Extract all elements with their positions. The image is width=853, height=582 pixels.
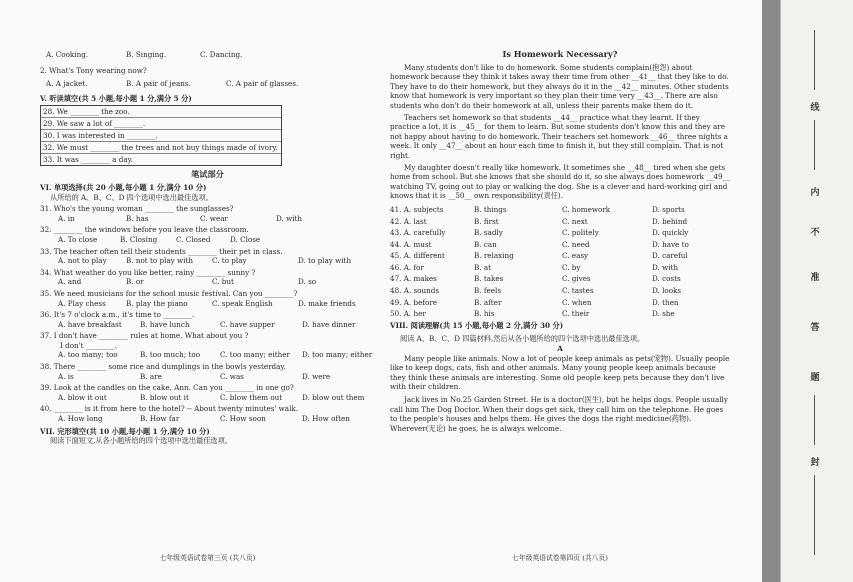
question-stem: 35. We need musicians for the school music festival. Can you ________?: [40, 288, 298, 298]
option-d: D. have dinner: [302, 319, 356, 329]
option-c: C. A pair of glasses.: [226, 79, 299, 89]
choice-option-b: B. relaxing: [474, 251, 514, 261]
choice-option-d: D. quickly: [652, 228, 689, 238]
page-footer: 七年级英语试卷第四页 (共八页): [512, 554, 608, 563]
section-title: VI. 单项选择(共 20 小题,每小题 1 分,满分 10 分): [40, 182, 207, 192]
choice-option-d: D. have to: [652, 239, 689, 249]
option-d: D. with: [276, 213, 303, 223]
option-c: C. to play: [212, 256, 247, 266]
passage-title: Is Homework Necessary?: [502, 49, 618, 59]
choice-option-a: 46. A. for: [390, 262, 424, 272]
passage-paragraph: Jack lives in No.25 Garden Street. He is a doctor(医生), but he helps dogs. People usually call him The Dog Doctor. When their dogs get sick, they call him on the telephone. He goes to the people's houses and helps them. He gives the dogs the right medicine(药物). Wherever(无论) he goes, he is always welcome.: [390, 395, 728, 433]
section-title: VII. 完形填空(共 10 小题,每小题 1 分,满分 10 分): [40, 426, 210, 436]
option-b: B. or: [126, 277, 144, 287]
passage-paragraph: Many people like animals. Now a lot of people keep animals as pets(宠物). Usually people like to keep dogs, cats, fish and other animals. Many young people keep animals because they think these animals are interesting. Some old people keep pets because they don't live with their children.: [390, 353, 730, 392]
choice-option-a: 44. A. must: [390, 239, 432, 249]
section-note: 从所给的 A、B、C、D 四个选项中选出最佳选项。: [50, 192, 213, 202]
question-stem: 32. ________ the windows before you leave the classroom.: [40, 225, 249, 235]
cloze-choices: [390, 205, 730, 319]
option-row: [40, 350, 375, 360]
option-a: A. A jacket.: [46, 79, 88, 89]
written-part-title: 笔试部分: [191, 169, 224, 180]
question-stem: 39. Look at the candles on the cake, Ann. Can you ________ in one go?: [40, 383, 294, 393]
passage-label: A: [557, 344, 563, 354]
question-stem: 38. There ________ some rice and dumplings in the bowls yesterday.: [40, 362, 286, 372]
choice-row: [390, 251, 730, 261]
section-title: VIII. 阅读理解(共 15 小题,每小题 2 分,满分 30 分): [390, 320, 564, 330]
choice-row: [390, 274, 730, 284]
choice-option-b: B. can: [474, 239, 497, 249]
choice-option-c: C. need: [562, 239, 590, 249]
seal-char: 内: [810, 188, 820, 198]
option-row: [40, 50, 375, 60]
choice-option-a: 43. A. carefully: [390, 228, 446, 238]
seal-line: [814, 30, 815, 90]
choice-option-d: D. sports: [652, 204, 685, 214]
option-a: A. is: [58, 371, 74, 381]
option-row: [40, 256, 375, 266]
choice-option-c: C. by: [562, 262, 581, 272]
choice-option-b: B. after: [474, 297, 502, 307]
choice-option-a: 42. A. last: [390, 216, 427, 226]
option-a: A. To close: [58, 234, 98, 244]
option-c: C. too many; either: [220, 350, 290, 360]
option-c: C. speak English: [212, 298, 273, 308]
option-b: B. too much; too: [140, 350, 201, 360]
option-b: B. A pair of jeans.: [126, 79, 191, 89]
page-footer: 七年级英语试卷第三页 (共八页): [159, 554, 256, 563]
option-row: [40, 393, 375, 403]
choice-option-b: B. at: [474, 262, 492, 272]
passage-paragraph: Many students don't like to do homework. Some students complain(抱怨) about homework because they think it takes away their time from other __41__ that they like to do. They have to do their homework, but they always do it in the __42__ minutes. Other students know that homework is very important so they plan their time very __43__. There are also students who don't do their homework at all, unless their parents make them do it.: [390, 62, 729, 110]
option-a: A. Cooking.: [46, 50, 89, 59]
choice-option-c: C. their: [562, 309, 590, 319]
choice-option-b: B. his: [474, 309, 495, 319]
option-d: D. were: [302, 371, 331, 381]
question-stem: 31. Who's the young woman ________ the sunglasses?: [40, 204, 234, 214]
question-stem: 34. What weather do you like better, rainy ________ sunny ?: [40, 267, 256, 277]
seal-char: 不: [810, 228, 820, 238]
choice-option-a: 50. A. her: [390, 309, 426, 319]
option-row: [40, 214, 375, 224]
choice-option-b: B. feels: [474, 286, 502, 296]
choice-row: [390, 205, 730, 215]
passage-paragraph: Teachers set homework so that students __44__ practice what they learnt. If they practice a lot, it is __45__ for them to learn. But some students don't know this and they are not happy about having to do homework. Their teachers set homework __46__ three nights a week. It only __47__ about an hour each time to finish it, but they still complain. That is not right.: [390, 112, 728, 160]
option-b: B. not to play with: [126, 256, 193, 266]
option-d: D. too many; either: [302, 350, 373, 360]
choice-option-a: 48. A. sounds: [390, 286, 440, 296]
option-b: B. have lunch: [140, 319, 190, 329]
question-stem: 37. I don't have ________ rules at home. What about you ?: [40, 331, 249, 341]
seal-char: 题: [810, 373, 820, 383]
option-b: B. Closing: [120, 234, 158, 244]
option-c: C. Dancing.: [200, 50, 243, 59]
option-a: A. Play chess: [58, 298, 106, 308]
question-stem: 36. It's 7 o'clock a.m., it's time to ________.: [40, 310, 195, 320]
choice-option-d: D. then: [652, 297, 679, 307]
section-title: V. 听读填空(共 5 小题,每小题 1 分,满分 5 分): [40, 93, 192, 103]
choice-option-c: C. when: [562, 297, 592, 307]
choice-option-c: C. gives: [562, 274, 591, 284]
choice-option-d: D. careful: [652, 251, 688, 261]
choice-option-c: C. tastes: [562, 286, 594, 296]
choice-option-a: 47. A. makes: [390, 274, 437, 284]
choice-option-c: C. easy: [562, 251, 589, 261]
left-column: [40, 0, 375, 563]
question-stem: 2. What's Tony wearing now?: [40, 65, 147, 75]
option-a: A. have breakfast: [58, 319, 122, 329]
option-d: D. make friends: [298, 298, 356, 308]
choice-row: [390, 298, 730, 308]
option-row: [40, 320, 375, 330]
seal-line: [814, 120, 815, 170]
option-row: [40, 372, 375, 382]
option-d: D. so: [298, 277, 317, 287]
seal-line: [814, 475, 815, 555]
choice-option-d: D. costs: [652, 274, 681, 284]
choice-row: [390, 228, 730, 238]
option-b: B. play the piano: [126, 298, 188, 308]
choice-option-d: D. with: [652, 262, 679, 272]
box-line: 32. We must ________ the trees and not buy things made of ivory.: [41, 142, 281, 154]
option-row: [40, 79, 375, 89]
choice-option-a: 49. A. before: [390, 297, 438, 307]
choice-option-a: 45. A. different: [390, 251, 445, 261]
box-line: 33. It was ________ a day.: [43, 155, 134, 165]
choice-option-d: D. she: [652, 309, 675, 319]
option-c: C. but: [212, 277, 234, 287]
option-row: [40, 277, 375, 287]
choice-row: [390, 217, 730, 227]
option-d: D. How often: [302, 414, 350, 424]
box-line: 30. I was interested in ________.: [41, 130, 281, 142]
seal-line: [814, 395, 815, 445]
choice-option-b: B. things: [474, 204, 507, 214]
option-d: D. to play with: [298, 256, 352, 266]
option-c: C. How soon: [220, 414, 266, 424]
choice-option-b: B. first: [474, 216, 499, 226]
right-column: [390, 0, 730, 563]
box-line: 28. We ________ the zoo.: [41, 106, 281, 118]
option-a: A. and: [58, 277, 82, 287]
option-c: C. have supper: [220, 319, 275, 329]
option-c: C. Closed: [176, 234, 211, 244]
option-b: B. Singing.: [126, 50, 167, 59]
choice-row: [390, 309, 730, 319]
choice-option-c: C. homework: [562, 204, 611, 214]
binding-margin: [780, 0, 853, 582]
choice-option-b: B. takes: [474, 274, 504, 284]
option-a: A. too many; too: [58, 350, 118, 360]
option-c: C. blow them out: [220, 392, 283, 402]
option-d: D. blow out them: [302, 392, 365, 402]
seal-char: 准: [810, 273, 820, 283]
passage-paragraph: My daughter doesn't really like homework. It sometimes she __48__ tired when she gets home from school. But she knows that she should do it, so she always does homework __49__ watching TV, going out to play or walking the dog. She is a clever and hard-working girl and knows that it is __50__ own responsibility(责任).: [390, 162, 730, 201]
choice-option-d: D. looks: [652, 286, 682, 296]
option-a: A. not to play: [58, 256, 107, 266]
seal-char: 答: [810, 323, 820, 333]
option-b: B. blow out it: [140, 392, 189, 402]
section-note: 阅读 A、B、C、D 四篇材料,然后从各小题所给的四个选项中选出最佳选项。: [400, 334, 645, 344]
choice-option-d: D. behind: [652, 216, 688, 226]
option-b: B. has: [126, 213, 149, 223]
fill-in-box: [40, 105, 282, 166]
question-stem: 40. ________ is it from here to the hotel? -- About twenty minutes' walk.: [40, 404, 299, 414]
choice-row: [390, 240, 730, 250]
choice-row: [390, 263, 730, 273]
choice-option-a: 41. A. subjects: [390, 204, 444, 214]
option-a: A. in: [58, 213, 75, 223]
section-note: 阅读下面短文,从各小题所给的四个选项中选出最佳选项。: [50, 436, 232, 446]
seal-char: 封: [810, 458, 820, 468]
choice-option-c: C. next: [562, 216, 588, 226]
option-row: [40, 414, 375, 424]
option-a: A. blow it out: [58, 392, 107, 402]
question-stem: I don't ________.: [60, 340, 117, 350]
choice-row: [390, 286, 730, 296]
question-stem: 33. The teacher often tell their students ________ their pet in class.: [40, 246, 283, 256]
option-d: D. Close: [230, 234, 261, 244]
option-row: [40, 235, 375, 245]
seal-char: 线: [810, 103, 820, 113]
option-b: B. are: [140, 371, 162, 381]
option-c: C. was: [220, 371, 244, 381]
option-a: A. How long: [58, 414, 103, 424]
option-b: B. How far: [140, 414, 180, 424]
choice-option-b: B. sadly: [474, 228, 503, 238]
option-row: [40, 299, 375, 309]
choice-option-c: C. politely: [562, 228, 599, 238]
option-c: C. wear: [200, 213, 228, 223]
scan-edge-strip: [762, 0, 780, 582]
box-line: 29. We saw a lot of ________.: [41, 118, 281, 130]
